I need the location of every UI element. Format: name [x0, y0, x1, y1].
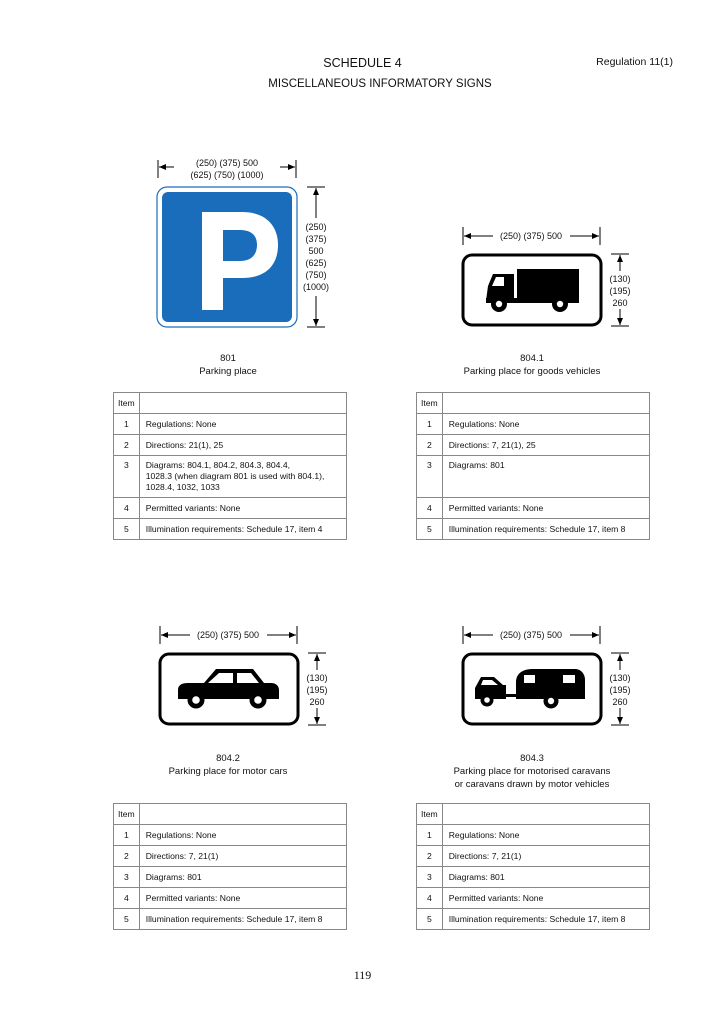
table-row: 5 Illumination requirements: Schedule 17, item 8 — [417, 519, 650, 540]
sign-description: Parking place — [199, 366, 257, 377]
schedule-subtitle: MISCELLANEOUS INFORMATORY SIGNS — [268, 78, 492, 90]
sign-804-1-goods-vehicles — [461, 253, 603, 327]
table-row: 1 Regulations: None — [417, 414, 650, 435]
table-row: 2 Directions: 7, 21(1) — [417, 846, 650, 867]
sign-number: 804.2 — [216, 753, 240, 764]
table-row: 3 Diagrams: 801 — [114, 867, 347, 888]
table-row: 5 Illumination requirements: Schedule 17, item 8 — [114, 909, 347, 930]
table-row: 4 Permitted variants: None — [417, 888, 650, 909]
table-row: 5 Illumination requirements: Schedule 17, item 8 — [417, 909, 650, 930]
item-table-804-3 — [416, 803, 650, 930]
width-dimension-label-801: (250) (375) 500 (625) (750) (1000) — [190, 158, 264, 180]
sign-description: Parking place for goods vehicles — [463, 366, 601, 377]
height-dimension-label-801: (250) (375) 500 (625) (750) (1000) — [302, 222, 329, 292]
table-row: 1 Regulations: None — [114, 825, 347, 846]
sign-caption-804-3 — [412, 752, 652, 791]
sign-caption-804-2 — [128, 752, 328, 778]
item-table-801 — [113, 392, 347, 540]
table-header-row — [114, 393, 347, 414]
table-row: 3 Diagrams: 801 — [417, 456, 650, 498]
table-header-row — [417, 393, 650, 414]
table-row: 1 Regulations: None — [417, 825, 650, 846]
table-row: 4 Permitted variants: None — [417, 498, 650, 519]
table-header-item: Item — [114, 393, 140, 414]
table-row: 1 Regulations: None — [114, 414, 347, 435]
regulation-reference: Regulation 11(1) — [596, 56, 673, 68]
sign-804-3-caravans — [461, 652, 603, 726]
sign-description: Parking place for motorised caravans — [453, 766, 611, 777]
sign-caption-804-1 — [432, 352, 632, 378]
item-table-804-1 — [416, 392, 650, 540]
table-header-row — [114, 804, 347, 825]
width-dimension-label-804-3: (250) (375) 500 — [499, 630, 563, 640]
sign-description: or caravans drawn by motor vehicles — [454, 779, 610, 790]
table-row: 2 Directions: 21(1), 25 — [114, 435, 347, 456]
table-header-item: Item — [417, 804, 443, 825]
table-row: 4 Permitted variants: None — [114, 888, 347, 909]
width-dimension-label-804-1: (250) (375) 500 — [499, 231, 563, 241]
table-header-item: Item — [417, 393, 443, 414]
sign-number: 804.1 — [520, 353, 544, 364]
width-dimension-arrow-801 — [150, 158, 310, 188]
sign-number: 804.3 — [520, 753, 544, 764]
table-row: 2 Directions: 7, 21(1) — [114, 846, 347, 867]
page-number: 119 — [353, 968, 372, 982]
sign-description: Parking place for motor cars — [168, 766, 288, 777]
table-header-row — [417, 804, 650, 825]
table-row: 3 Diagrams: 804.1, 804.2, 804.3, 804.4, 1028.3 (when diagram 801 is used with 804.1), 1028.4, 1032, 1033 — [114, 456, 347, 498]
schedule-title: SCHEDULE 4 — [323, 56, 402, 70]
sign-number: 801 — [220, 353, 236, 364]
sign-801-parking-place — [156, 186, 299, 329]
table-row: 2 Directions: 7, 21(1), 25 — [417, 435, 650, 456]
table-header-item: Item — [114, 804, 140, 825]
height-dimension-label-804-1: (130) (195) 260 — [609, 274, 631, 308]
table-row: 5 Illumination requirements: Schedule 17, item 4 — [114, 519, 347, 540]
table-row: 3 Diagrams: 801 — [417, 867, 650, 888]
width-dimension-label-804-2: (250) (375) 500 — [196, 630, 260, 640]
height-dimension-label-804-3: (130) (195) 260 — [609, 673, 631, 707]
sign-caption-801 — [128, 352, 328, 378]
sign-804-2-motor-cars — [158, 652, 300, 726]
item-table-804-2 — [113, 803, 347, 930]
height-dimension-label-804-2: (130) (195) 260 — [306, 673, 328, 707]
table-row: 4 Permitted variants: None — [114, 498, 347, 519]
